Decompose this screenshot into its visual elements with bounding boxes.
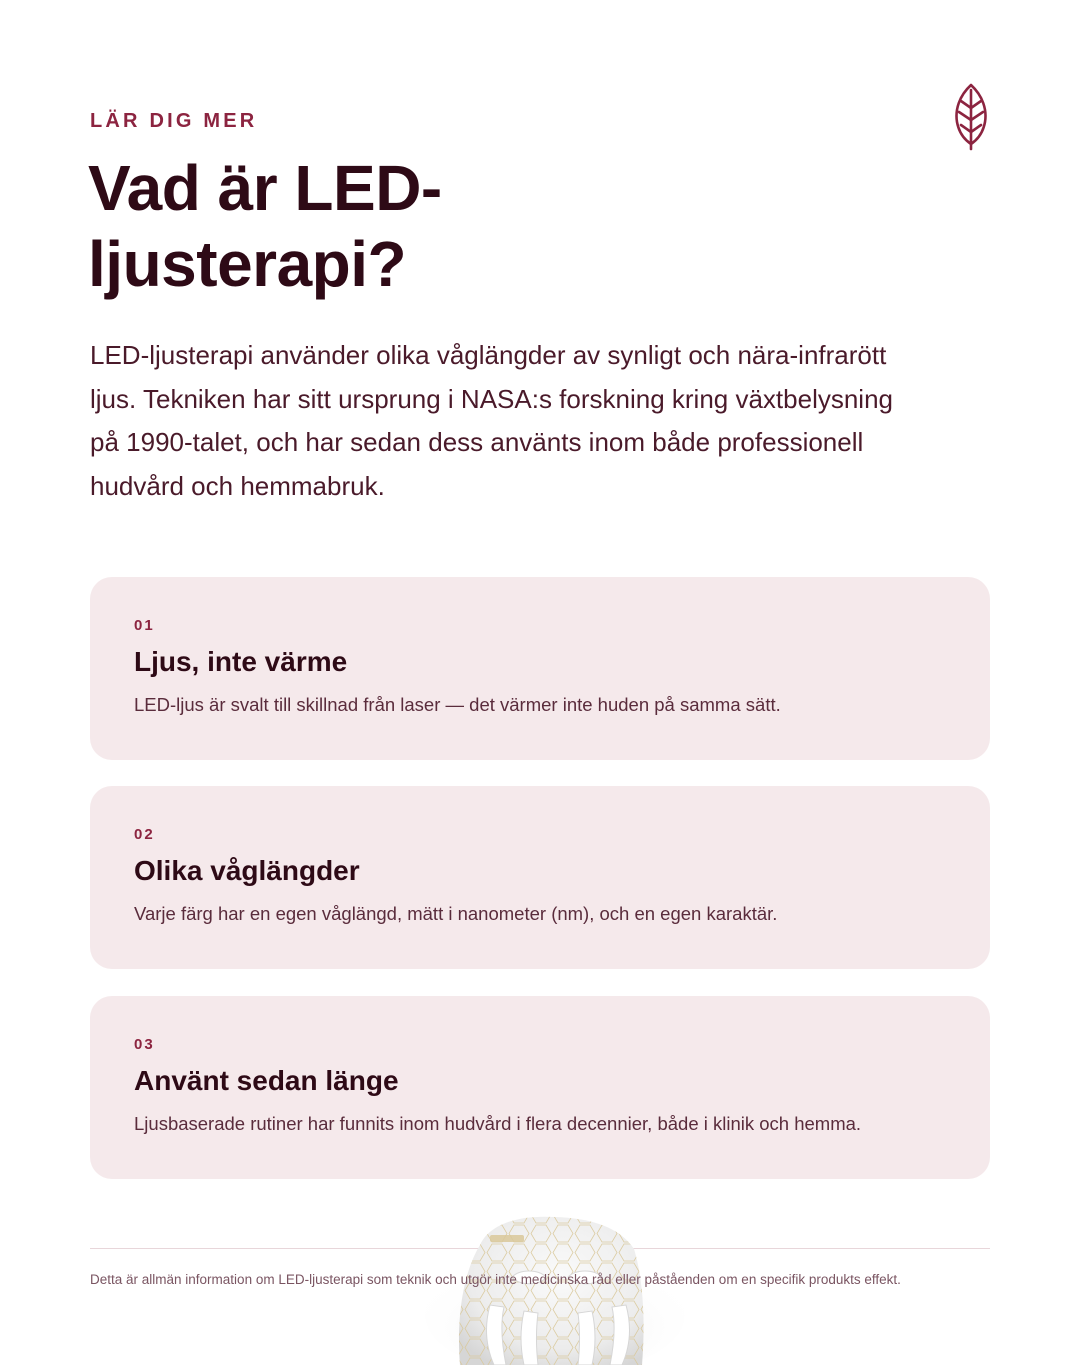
info-card-1 [90,577,990,760]
card-text: LED-ljus är svalt till skillnad från laser — det värmer inte huden på samma sätt. [134,694,781,715]
card-number: 03 [134,1036,155,1053]
card-title: Ljus, inte värme [134,646,348,677]
info-card-2 [90,786,990,969]
card-text: Varje färg har en egen våglängd, mätt i nanometer (nm), och en egen karaktär. [134,903,778,924]
leaf-icon [952,82,990,152]
eyebrow-label: LÄR DIG MER [90,110,258,132]
card-number: 01 [134,617,155,634]
info-card-3 [90,996,990,1179]
card-text: Ljusbaserade rutiner har funnits inom hudvård i flera decennier, både i klinik och hemma. [134,1113,862,1134]
card-title: Använt sedan länge [134,1065,399,1096]
card-number: 02 [134,826,155,843]
disclaimer-text: Detta är allmän information om LED-ljusterapi som teknik och utgör inte medicinska råd eller påståenden om en specifik produkts effekt. [90,1272,901,1287]
page-title: Vad är LED-ljusterapi? [88,152,442,300]
intro-paragraph: LED-ljusterapi använder olika våglängder av synligt och nära-infrarött ljus. Tekniken har sitt ursprung i NASA:s forskning kring växtbelysning på 1990-talet, och har sedan dess använts inom både professionell hudvård och hemmabruk. [90,340,894,501]
card-title: Olika våglängder [134,855,360,886]
